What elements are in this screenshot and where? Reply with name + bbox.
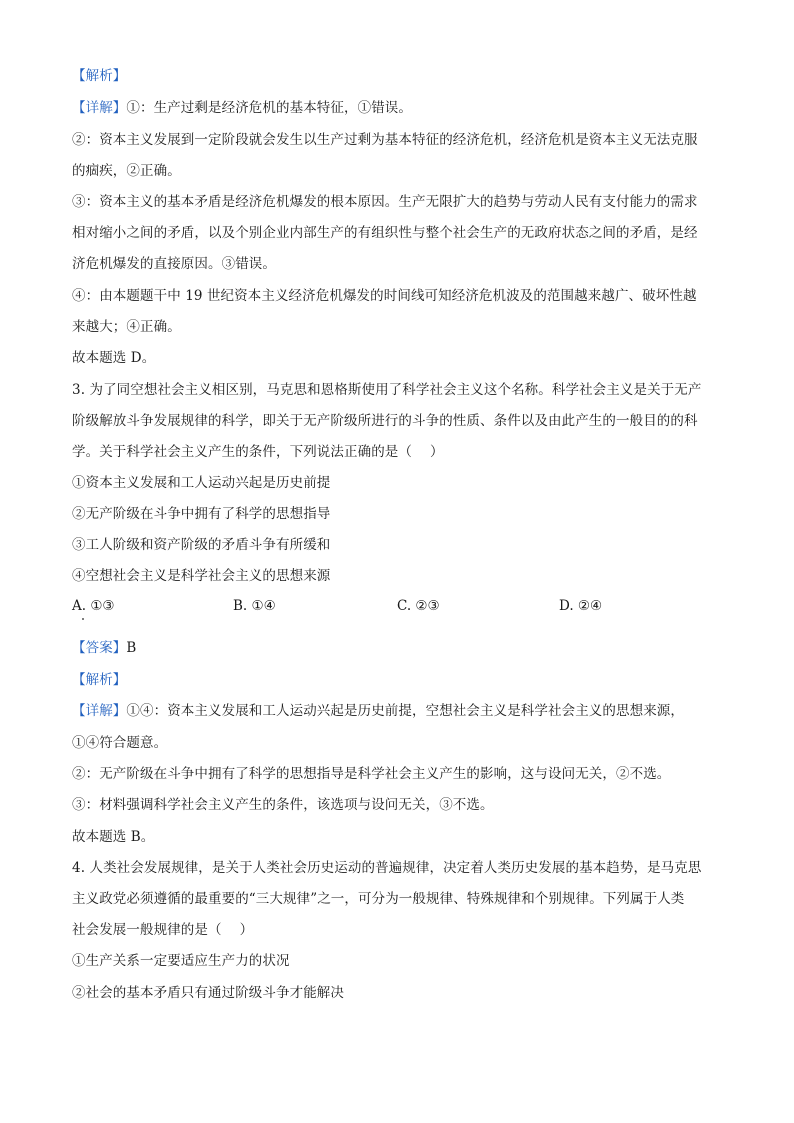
answer-line bbox=[72, 638, 724, 658]
answer-value: B bbox=[126, 640, 137, 656]
statement-line: ②社会的基本矛盾只有通过阶级斗争才能解决 bbox=[72, 985, 344, 1001]
statement-line: ①生产关系一定要适应生产力的状况 bbox=[72, 953, 290, 969]
question-stem-line: 3. 为了同空想社会主义相区别，马克思和恩格斯使用了科学社会主义这个名称。科学社会主义是关于无产 bbox=[72, 382, 702, 398]
question-stem-line: 学。关于科学社会主义产生的条件，下列说法正确的是（ ） bbox=[72, 444, 444, 460]
option-c: C. ②③ bbox=[397, 598, 440, 614]
answer-options bbox=[72, 596, 724, 616]
detail-line: ③：材料强调科学社会主义产生的条件，该选项与设问无关，③不选。 bbox=[72, 797, 494, 813]
detail-line: ②：无产阶级在斗争中拥有了科学的思想指导是科学社会主义产生的影响，这与设问无关，②不选。 bbox=[72, 766, 671, 782]
detail-line: ②：资本主义发展到一定阶段就会发生以生产过剩为基本特征的经济危机，经济危机是资本主义无法克服 bbox=[72, 132, 698, 148]
conclusion-line: 故本题选 D。 bbox=[72, 350, 156, 366]
option-b: B. ①④ bbox=[233, 598, 276, 614]
answer-label: 【答案】 bbox=[72, 640, 127, 656]
statement-line: ①资本主义发展和工人运动兴起是历史前提 bbox=[72, 475, 331, 491]
statement-line: ③工人阶级和资产阶级的矛盾斗争有所缓和 bbox=[72, 537, 331, 553]
detail-text: ①④：资本主义发展和工人运动兴起是历史前提，空想社会主义是科学社会主义的思想来源， bbox=[126, 703, 685, 719]
detail-line bbox=[72, 701, 724, 721]
detail-line: 的痼疾，②正确。 bbox=[72, 163, 181, 179]
detail-text: ①：生产过剩是经济危机的基本特征，①错误。 bbox=[126, 100, 413, 116]
option-d: D. ②④ bbox=[559, 598, 603, 614]
option-a: A. ①③ bbox=[72, 598, 115, 614]
detail-line: 来越大；④正确。 bbox=[72, 319, 181, 335]
detail-line: ④：由本题题干中 19 世纪资本主义经济危机爆发的时间线可知经济危机波及的范围越来越广、破坏性越 bbox=[72, 288, 697, 304]
statement-line: ②无产阶级在斗争中拥有了科学的思想指导 bbox=[72, 506, 331, 522]
stray-dot bbox=[82, 618, 84, 620]
analysis-label: 【解析】 bbox=[72, 68, 127, 84]
detail-line: 济危机爆发的直接原因。③错误。 bbox=[72, 256, 276, 272]
conclusion-line: 故本题选 B。 bbox=[72, 829, 155, 845]
question-stem-line: 主义政党必须遵循的最重要的“三大规律”之一，可分为一般规律、特殊规律和个别规律。下列属于人类 bbox=[72, 891, 685, 907]
detail-line: ①④符合题意。 bbox=[72, 735, 168, 751]
detail-label: 【详解】 bbox=[72, 100, 127, 116]
question-stem-line: 阶级解放斗争发展规律的科学，即关于无产阶级所进行的斗争的性质、条件以及由此产生的一般目的的科 bbox=[72, 413, 698, 429]
question-stem-line: 社会发展一般规律的是（ ） bbox=[72, 922, 254, 938]
question-stem-line: 4. 人类社会发展规律，是关于人类社会历史运动的普遍规律，决定着人类历史发展的基本趋势，是马克思 bbox=[72, 860, 702, 876]
detail-line: 相对缩小之间的矛盾，以及个别企业内部生产的有组织性与整个社会生产的无政府状态之间的矛盾，是经 bbox=[72, 225, 698, 241]
statement-line: ④空想社会主义是科学社会主义的思想来源 bbox=[72, 568, 331, 584]
detail-line bbox=[72, 98, 724, 118]
detail-line: ③：资本主义的基本矛盾是经济危机爆发的根本原因。生产无限扩大的趋势与劳动人民有支付能力的需求 bbox=[72, 194, 698, 210]
detail-label: 【详解】 bbox=[72, 703, 127, 719]
analysis-label: 【解析】 bbox=[72, 672, 127, 688]
